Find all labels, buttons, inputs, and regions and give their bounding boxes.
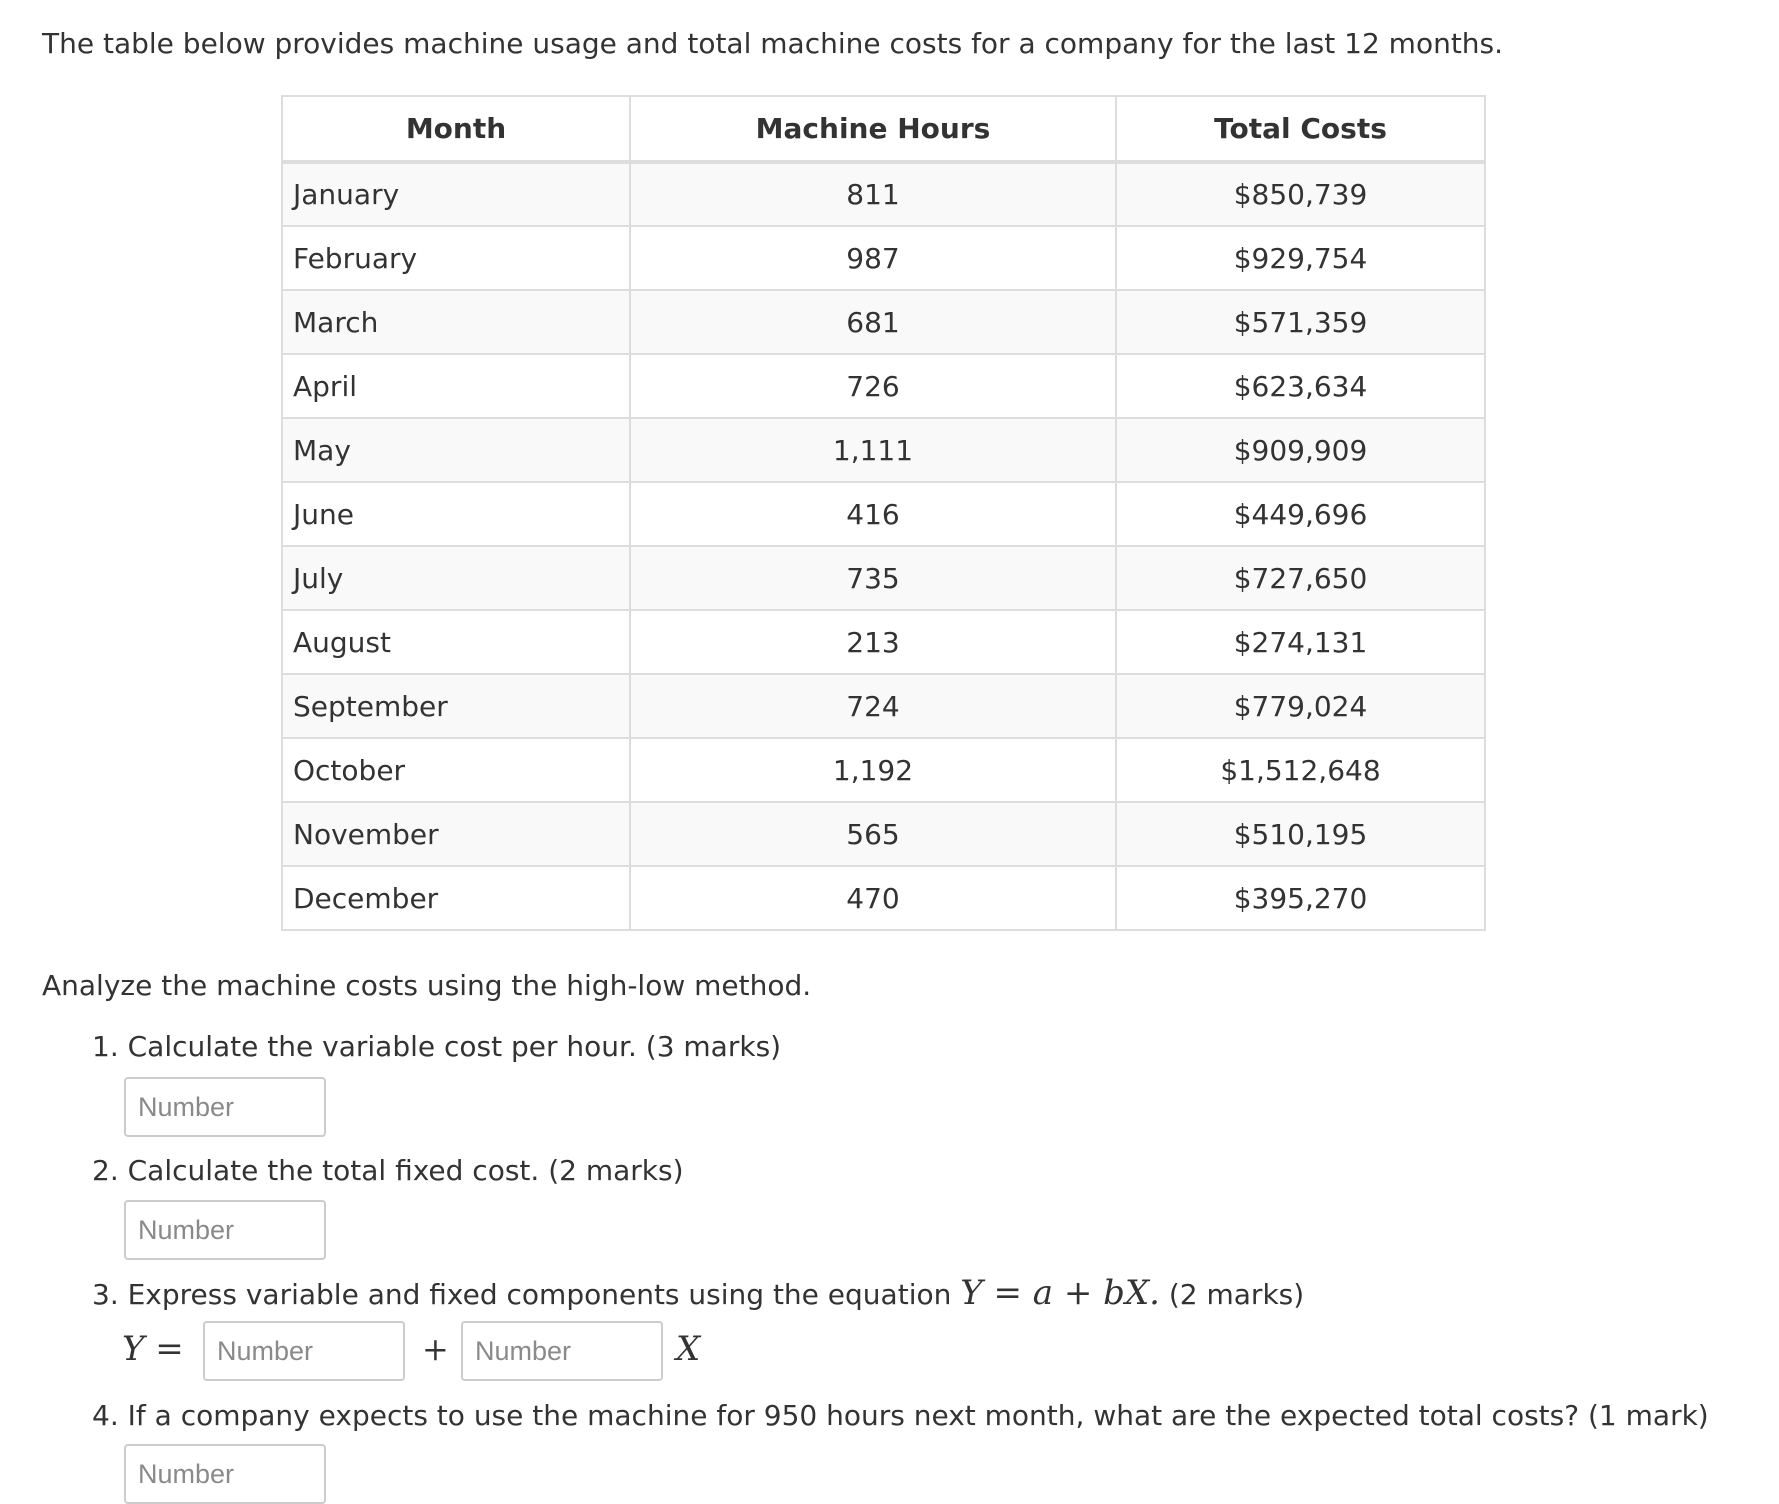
total-costs-cell: $850,739 xyxy=(1116,162,1485,226)
answer-4-input[interactable] xyxy=(124,1444,326,1504)
month-cell: May xyxy=(282,418,630,482)
machine-hours-cell: 565 xyxy=(630,802,1116,866)
question-3-label xyxy=(92,1275,1304,1313)
month-cell: February xyxy=(282,226,630,290)
machine-hours-cell: 724 xyxy=(630,674,1116,738)
month-cell: September xyxy=(282,674,630,738)
month-cell: January xyxy=(282,162,630,226)
question-3-text: 3. Express variable and fixed components using the equation xyxy=(92,1278,961,1311)
equation-plus: + xyxy=(422,1330,449,1368)
total-costs-cell: $1,512,648 xyxy=(1116,738,1485,802)
machine-hours-cell: 213 xyxy=(630,610,1116,674)
answer-2-input[interactable] xyxy=(124,1200,326,1260)
table-row xyxy=(282,802,1485,866)
table-row xyxy=(282,482,1485,546)
month-cell: December xyxy=(282,866,630,930)
month-cell: April xyxy=(282,354,630,418)
machine-hours-cell: 1,111 xyxy=(630,418,1116,482)
header-total-costs: Total Costs xyxy=(1116,96,1485,162)
answer-1-input[interactable] xyxy=(124,1077,326,1137)
answer-3b-input[interactable] xyxy=(461,1321,663,1381)
total-costs-cell: $571,359 xyxy=(1116,290,1485,354)
machine-hours-cell: 1,192 xyxy=(630,738,1116,802)
month-cell: August xyxy=(282,610,630,674)
month-cell: July xyxy=(282,546,630,610)
table-row xyxy=(282,354,1485,418)
intro-text: The table below provides machine usage and total machine costs for a company for the last 12 months. xyxy=(42,27,1504,60)
total-costs-cell: $274,131 xyxy=(1116,610,1485,674)
question-2-label: 2. Calculate the total fixed cost. (2 marks) xyxy=(92,1154,684,1187)
machine-hours-cell: 470 xyxy=(630,866,1116,930)
header-machine-hours: Machine Hours xyxy=(630,96,1116,162)
total-costs-cell: $395,270 xyxy=(1116,866,1485,930)
analyze-instruction: Analyze the machine costs using the high-low method. xyxy=(42,969,812,1002)
total-costs-cell: $929,754 xyxy=(1116,226,1485,290)
machine-hours-cell: 987 xyxy=(630,226,1116,290)
table-row xyxy=(282,738,1485,802)
header-month: Month xyxy=(282,96,630,162)
table-header-row xyxy=(282,96,1485,162)
month-cell: March xyxy=(282,290,630,354)
total-costs-cell: $623,634 xyxy=(1116,354,1485,418)
table-row xyxy=(282,546,1485,610)
month-cell: November xyxy=(282,802,630,866)
total-costs-cell: $510,195 xyxy=(1116,802,1485,866)
table-row xyxy=(282,418,1485,482)
month-cell: June xyxy=(282,482,630,546)
question-4-label: 4. If a company expects to use the machine for 950 hours next month, what are the expected total costs? (1 mark) xyxy=(92,1399,1709,1432)
month-cell: October xyxy=(282,738,630,802)
table-row xyxy=(282,162,1485,226)
total-costs-cell: $909,909 xyxy=(1116,418,1485,482)
machine-hours-cell: 681 xyxy=(630,290,1116,354)
answer-3a-input[interactable] xyxy=(203,1321,405,1381)
equation-lhs: Y = xyxy=(122,1329,184,1369)
machine-hours-cell: 735 xyxy=(630,546,1116,610)
total-costs-cell: $779,024 xyxy=(1116,674,1485,738)
machine-hours-cell: 416 xyxy=(630,482,1116,546)
total-costs-cell: $449,696 xyxy=(1116,482,1485,546)
equation-x-variable: X xyxy=(676,1329,701,1369)
question-1-label: 1. Calculate the variable cost per hour. (3 marks) xyxy=(92,1030,782,1063)
table-row xyxy=(282,866,1485,930)
machine-hours-cell: 726 xyxy=(630,354,1116,418)
question-3-marks: (2 marks) xyxy=(1159,1278,1305,1311)
table-row xyxy=(282,226,1485,290)
table-row xyxy=(282,290,1485,354)
equation-formula: Y = a + bX. xyxy=(960,1273,1160,1313)
machine-cost-table xyxy=(281,95,1486,931)
table-row xyxy=(282,610,1485,674)
machine-hours-cell: 811 xyxy=(630,162,1116,226)
total-costs-cell: $727,650 xyxy=(1116,546,1485,610)
table-row xyxy=(282,674,1485,738)
